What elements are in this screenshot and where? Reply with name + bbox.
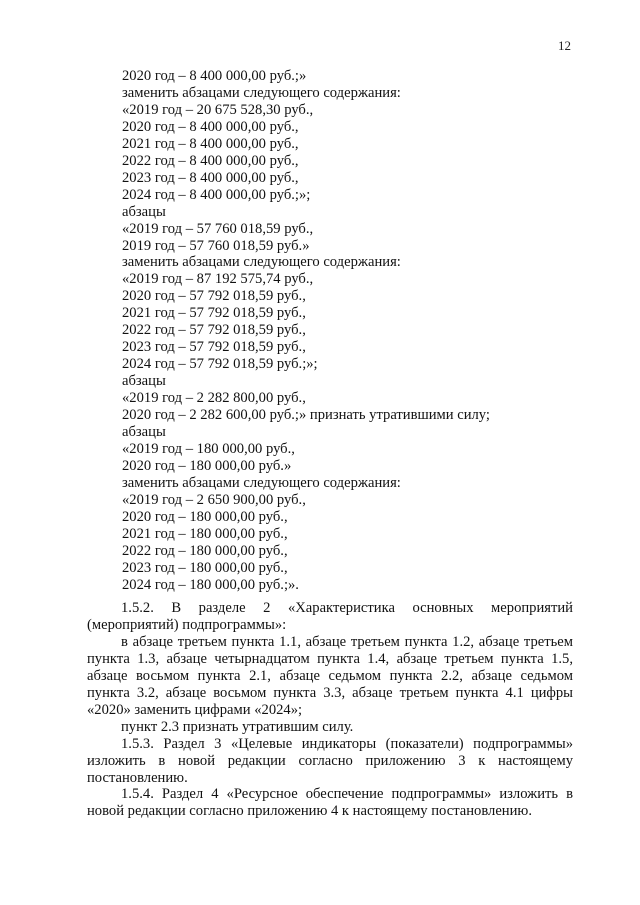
text-line: заменить абзацами следующего содержания: [122,84,401,101]
text-line: абзацы [122,373,166,390]
text-line: заменить абзацами следующего содержания: [122,254,401,271]
text-line: «2019 год – 2 282 800,00 руб., [122,390,306,407]
text-line: «2019 год – 180 000,00 руб., [122,440,295,457]
text-line: 2020 год – 8 400 000,00 руб.;» [122,68,307,84]
text-line: 2020 год – 180 000,00 руб., [122,508,288,525]
text-line: «2019 год – 20 675 528,30 руб., [122,101,314,118]
text-line: 2021 год – 57 792 018,59 руб., [122,305,306,322]
text-line: 2022 год – 180 000,00 руб., [122,542,288,559]
text-line: 2020 год – 57 792 018,59 руб., [122,288,306,305]
text-line: 2020 год – 8 400 000,00 руб., [122,118,299,135]
text-line: «2019 год – 2 650 900,00 руб., [122,491,306,508]
text-line: абзацы [122,424,166,441]
text-line: 2019 год – 57 760 018,59 руб.» [122,237,310,254]
text-line: 2022 год – 57 792 018,59 руб., [122,322,306,339]
text-line: абзацы [122,203,166,220]
text-line: «2019 год – 87 192 575,74 руб., [122,271,314,288]
text-line: 2023 год – 8 400 000,00 руб., [122,169,299,186]
text-line: заменить абзацами следующего содержания: [122,474,401,491]
text-line: 2022 год – 8 400 000,00 руб., [122,152,299,169]
text-line: 2024 год – 180 000,00 руб.;». [122,576,299,593]
amount-lines-block [122,68,582,594]
page-number: 12 [558,38,571,53]
paragraph-1-5-3: 1.5.3. Раздел 3 «Целевые индикаторы (показатели) подпрограммы» изложить в новой редакции согласно приложению 3 к настоящему постановлению. [87,735,573,786]
text-line: 2023 год – 180 000,00 руб., [122,559,288,576]
text-line: 2020 год – 180 000,00 руб.» [122,457,292,474]
text-line: «2019 год – 57 760 018,59 руб., [122,220,314,237]
text-line: 2024 год – 8 400 000,00 руб.;»; [122,186,311,203]
text-line: 2021 год – 180 000,00 руб., [122,525,288,542]
text-line: 2021 год – 8 400 000,00 руб., [122,135,299,152]
paragraph-point-2-3: пункт 2.3 признать утратившим силу. [121,718,354,735]
text-line: 2024 год – 57 792 018,59 руб.;»; [122,356,318,373]
paragraph-replace-digits: в абзаце третьем пункта 1.1, абзаце третьем пункта 1.2, абзаце третьем пункта 1.3, абзаце четырнадцатом пункта 1.4, абзаце третьем пункта 1.5, абзаце восьмом пункта 2.1, абзаце седьмом пункта 2.2, абзаце седьмом пункта 3.2, абзаце восьмом пункта 3.3, абзаце третьем пункта 4.1 цифры «2020» заменить цифрами «2024»; [87,633,573,718]
text-line: 2023 год – 57 792 018,59 руб., [122,339,306,356]
text-line: 2020 год – 2 282 600,00 руб.;» признать утратившими силу; [122,407,490,424]
document-body [87,600,573,820]
paragraph-1-5-4: 1.5.4. Раздел 4 «Ресурсное обеспечение подпрограммы» изложить в новой редакции согласно приложению 4 к настоящему постановлению. [87,786,573,820]
paragraph-1-5-2: 1.5.2. В разделе 2 «Характеристика основных мероприятий (мероприятий) подпрограммы»: [87,600,573,633]
